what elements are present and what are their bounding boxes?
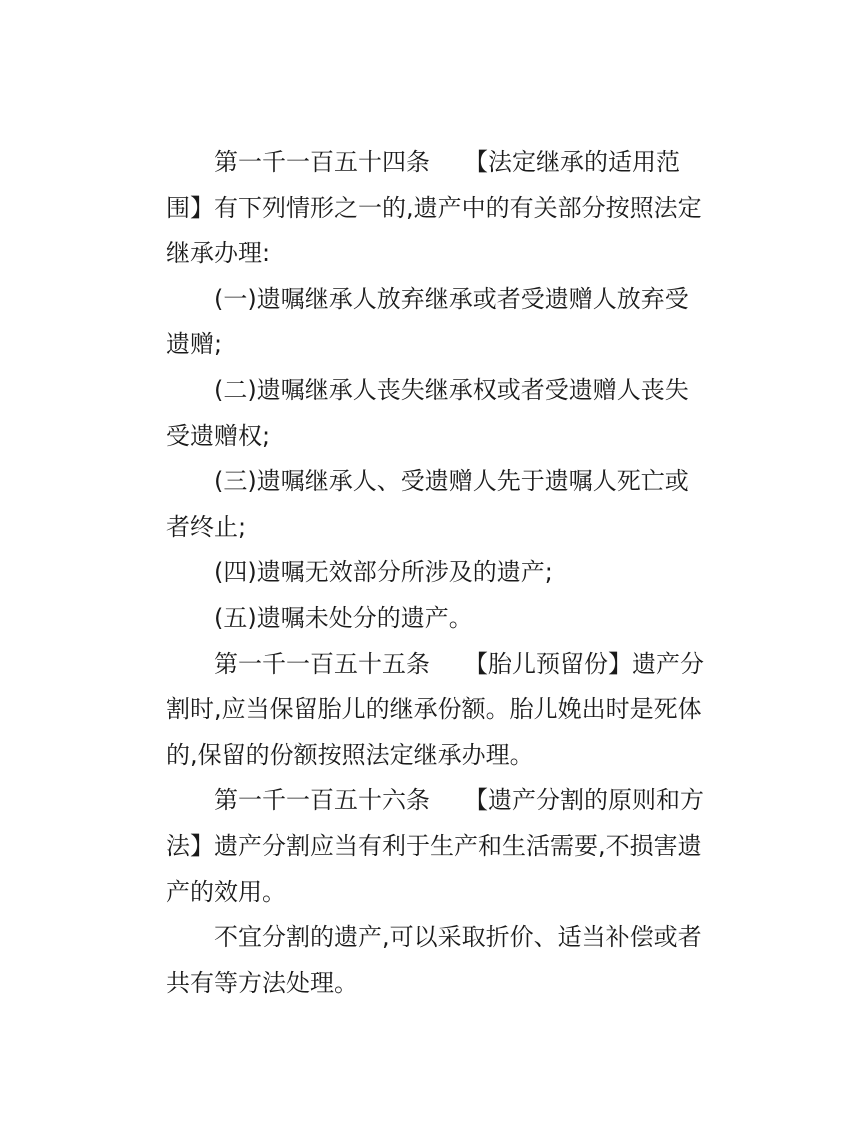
list-item: (五)遗嘱未处分的遗产。 [214,603,473,632]
list-item: (二)遗嘱继承人丧失继承权或者受遗赠人丧失受遗赠权; [166,375,689,450]
article-title: 【胎儿预留份】 [464,649,632,678]
article-title: 【法定继承的适用范围】 [166,148,680,222]
document-body [166,140,706,1006]
list-item: (三)遗嘱继承人、受遗赠人先于遗嘱人死亡或者终止; [166,467,689,541]
article-number: 第一千一百五十六条 [214,786,430,815]
article-number: 第一千一百五十五条 [214,649,430,678]
article-1156-paragraph [166,778,706,915]
article-1156-second-paragraph: 不宜分割的遗产,可以采取折价、适当补偿或者共有等方法处理。 [166,923,702,997]
article-number: 第一千一百五十四条 [214,148,430,176]
article-text: 遗产分割时,应当保留胎儿的继承份额。胎儿娩出时是死体的,保留的份额按照法定继承办理。 [166,649,704,769]
list-item: (四)遗嘱无效部分所涉及的遗产; [214,558,553,587]
list-item: (一)遗嘱继承人放弃继承或者受遗赠人放弃受遗赠; [166,284,689,359]
article-text: 遗产分割应当有利于生产和生活需要,不损害遗产的效用。 [166,831,702,906]
article-title: 【遗产分割的原则和方法】 [166,786,704,860]
article-1155-paragraph [166,642,706,779]
article-1154-paragraph [166,140,706,277]
article-text: 有下列情形之一的,遗产中的有关部分按照法定继承办理: [166,193,702,268]
